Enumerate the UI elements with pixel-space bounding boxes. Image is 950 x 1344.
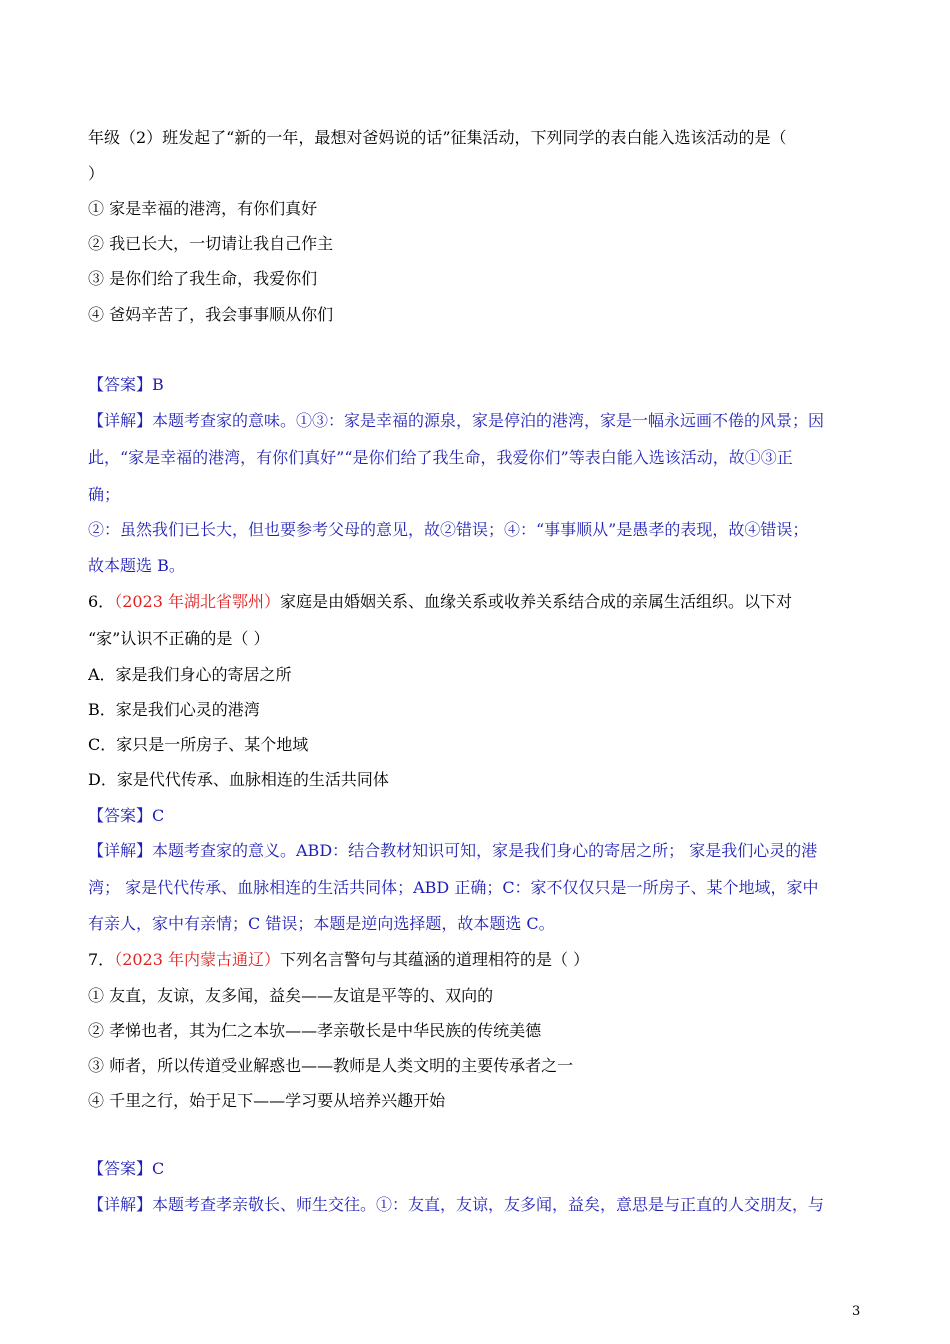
q7-item-4: ④ 千里之行，始于足下——学习要从培养兴趣开始 [88, 1091, 446, 1110]
q5-explain-line1: 【详解】本题考查家的意味。①③：家是幸福的源泉，家是停泊的港湾，家是一幅永远画不倦的风景；因 [88, 411, 825, 430]
q7-item-1: ① 友直，友谅，友多闻，益矣——友谊是平等的、双向的 [88, 986, 494, 1005]
q5-item-1: ① 家是幸福的港湾，有你们真好 [88, 199, 318, 218]
q6-stem: 家庭是由婚姻关系、血缘关系或收养关系结合成的亲属生活组织。以下对 [280, 592, 793, 611]
q7-item-2: ② 孝悌也者，其为仁之本欤——孝亲敬长是中华民族的传统美德 [88, 1021, 542, 1040]
q7-source: （2023 年内蒙古通辽） [114, 950, 280, 969]
q7-stem: 下列名言警句与其蕴涵的道理相符的是（ ） [280, 950, 590, 969]
q6-answer: 【答案】C [88, 806, 165, 825]
q6-option-a: A．家是我们身心的寄居之所 [88, 665, 292, 684]
q5-stem-line1: 年级（2）班发起了“新的一年，最想对爸妈说的话”征集活动，下列同学的表白能入选该活动的是（ [88, 128, 787, 147]
q7-number: 7． [88, 950, 115, 969]
q5-stem-line2: ） [88, 164, 105, 183]
q5-explain-line4: ②：虽然我们已长大，但也要参考父母的意见，故②错误；④：“事事顺从”是愚孝的表现，故④错误； [88, 520, 809, 539]
q7-item-3: ③ 师者，所以传道受业解惑也——教师是人类文明的主要传承者之一 [88, 1056, 574, 1075]
q7-stem-line1 [88, 949, 868, 971]
q5-item-3: ③ 是你们给了我生命，我爱你们 [88, 269, 318, 288]
q6-option-b: B．家是我们心灵的港湾 [88, 700, 260, 719]
q5-item-4: ④ 爸妈辛苦了，我会事事顺从你们 [88, 305, 334, 324]
q7-answer: 【答案】C [88, 1159, 165, 1178]
q5-explain-line3: 确； [88, 485, 121, 504]
page-number: 3 [852, 1304, 861, 1319]
q5-answer: 【答案】B [88, 375, 164, 394]
q6-stem-line2: “家”认识不正确的是（ ） [88, 629, 270, 648]
q5-explain-line2: 此，“家是幸福的港湾，有你们真好”“是你们给了我生命，我爱你们”等表白能入选该活动，故①③正 [88, 448, 793, 467]
q6-number: 6． [88, 592, 115, 611]
q6-source: （2023 年湖北省鄂州） [114, 592, 280, 611]
q6-explain-line2: 湾； 家是代代传承、血脉相连的生活共同体；ABD 正确；C：家不仅仅只是一所房子、某个地域，家中 [88, 878, 819, 897]
q6-option-c: C．家只是一所房子、某个地域 [88, 735, 309, 754]
q5-explain-line5: 故本题选 B。 [88, 556, 185, 575]
q6-explain-line3: 有亲人，家中有亲情；C 错误；本题是逆向选择题，故本题选 C。 [88, 914, 555, 933]
q7-explain-line1: 【详解】本题考查孝亲敬长、师生交往。①：友直，友谅，友多闻，益矣，意思是与正直的人交朋友，与 [88, 1195, 825, 1214]
q6-stem-line1 [88, 591, 868, 613]
q5-item-2: ② 我已长大，一切请让我自己作主 [88, 234, 334, 253]
q6-explain-line1: 【详解】本题考查家的意义。ABD：结合教材知识可知，家是我们身心的寄居之所； 家是我们心灵的港 [88, 841, 818, 860]
q6-option-d: D．家是代代传承、血脉相连的生活共同体 [88, 770, 389, 789]
